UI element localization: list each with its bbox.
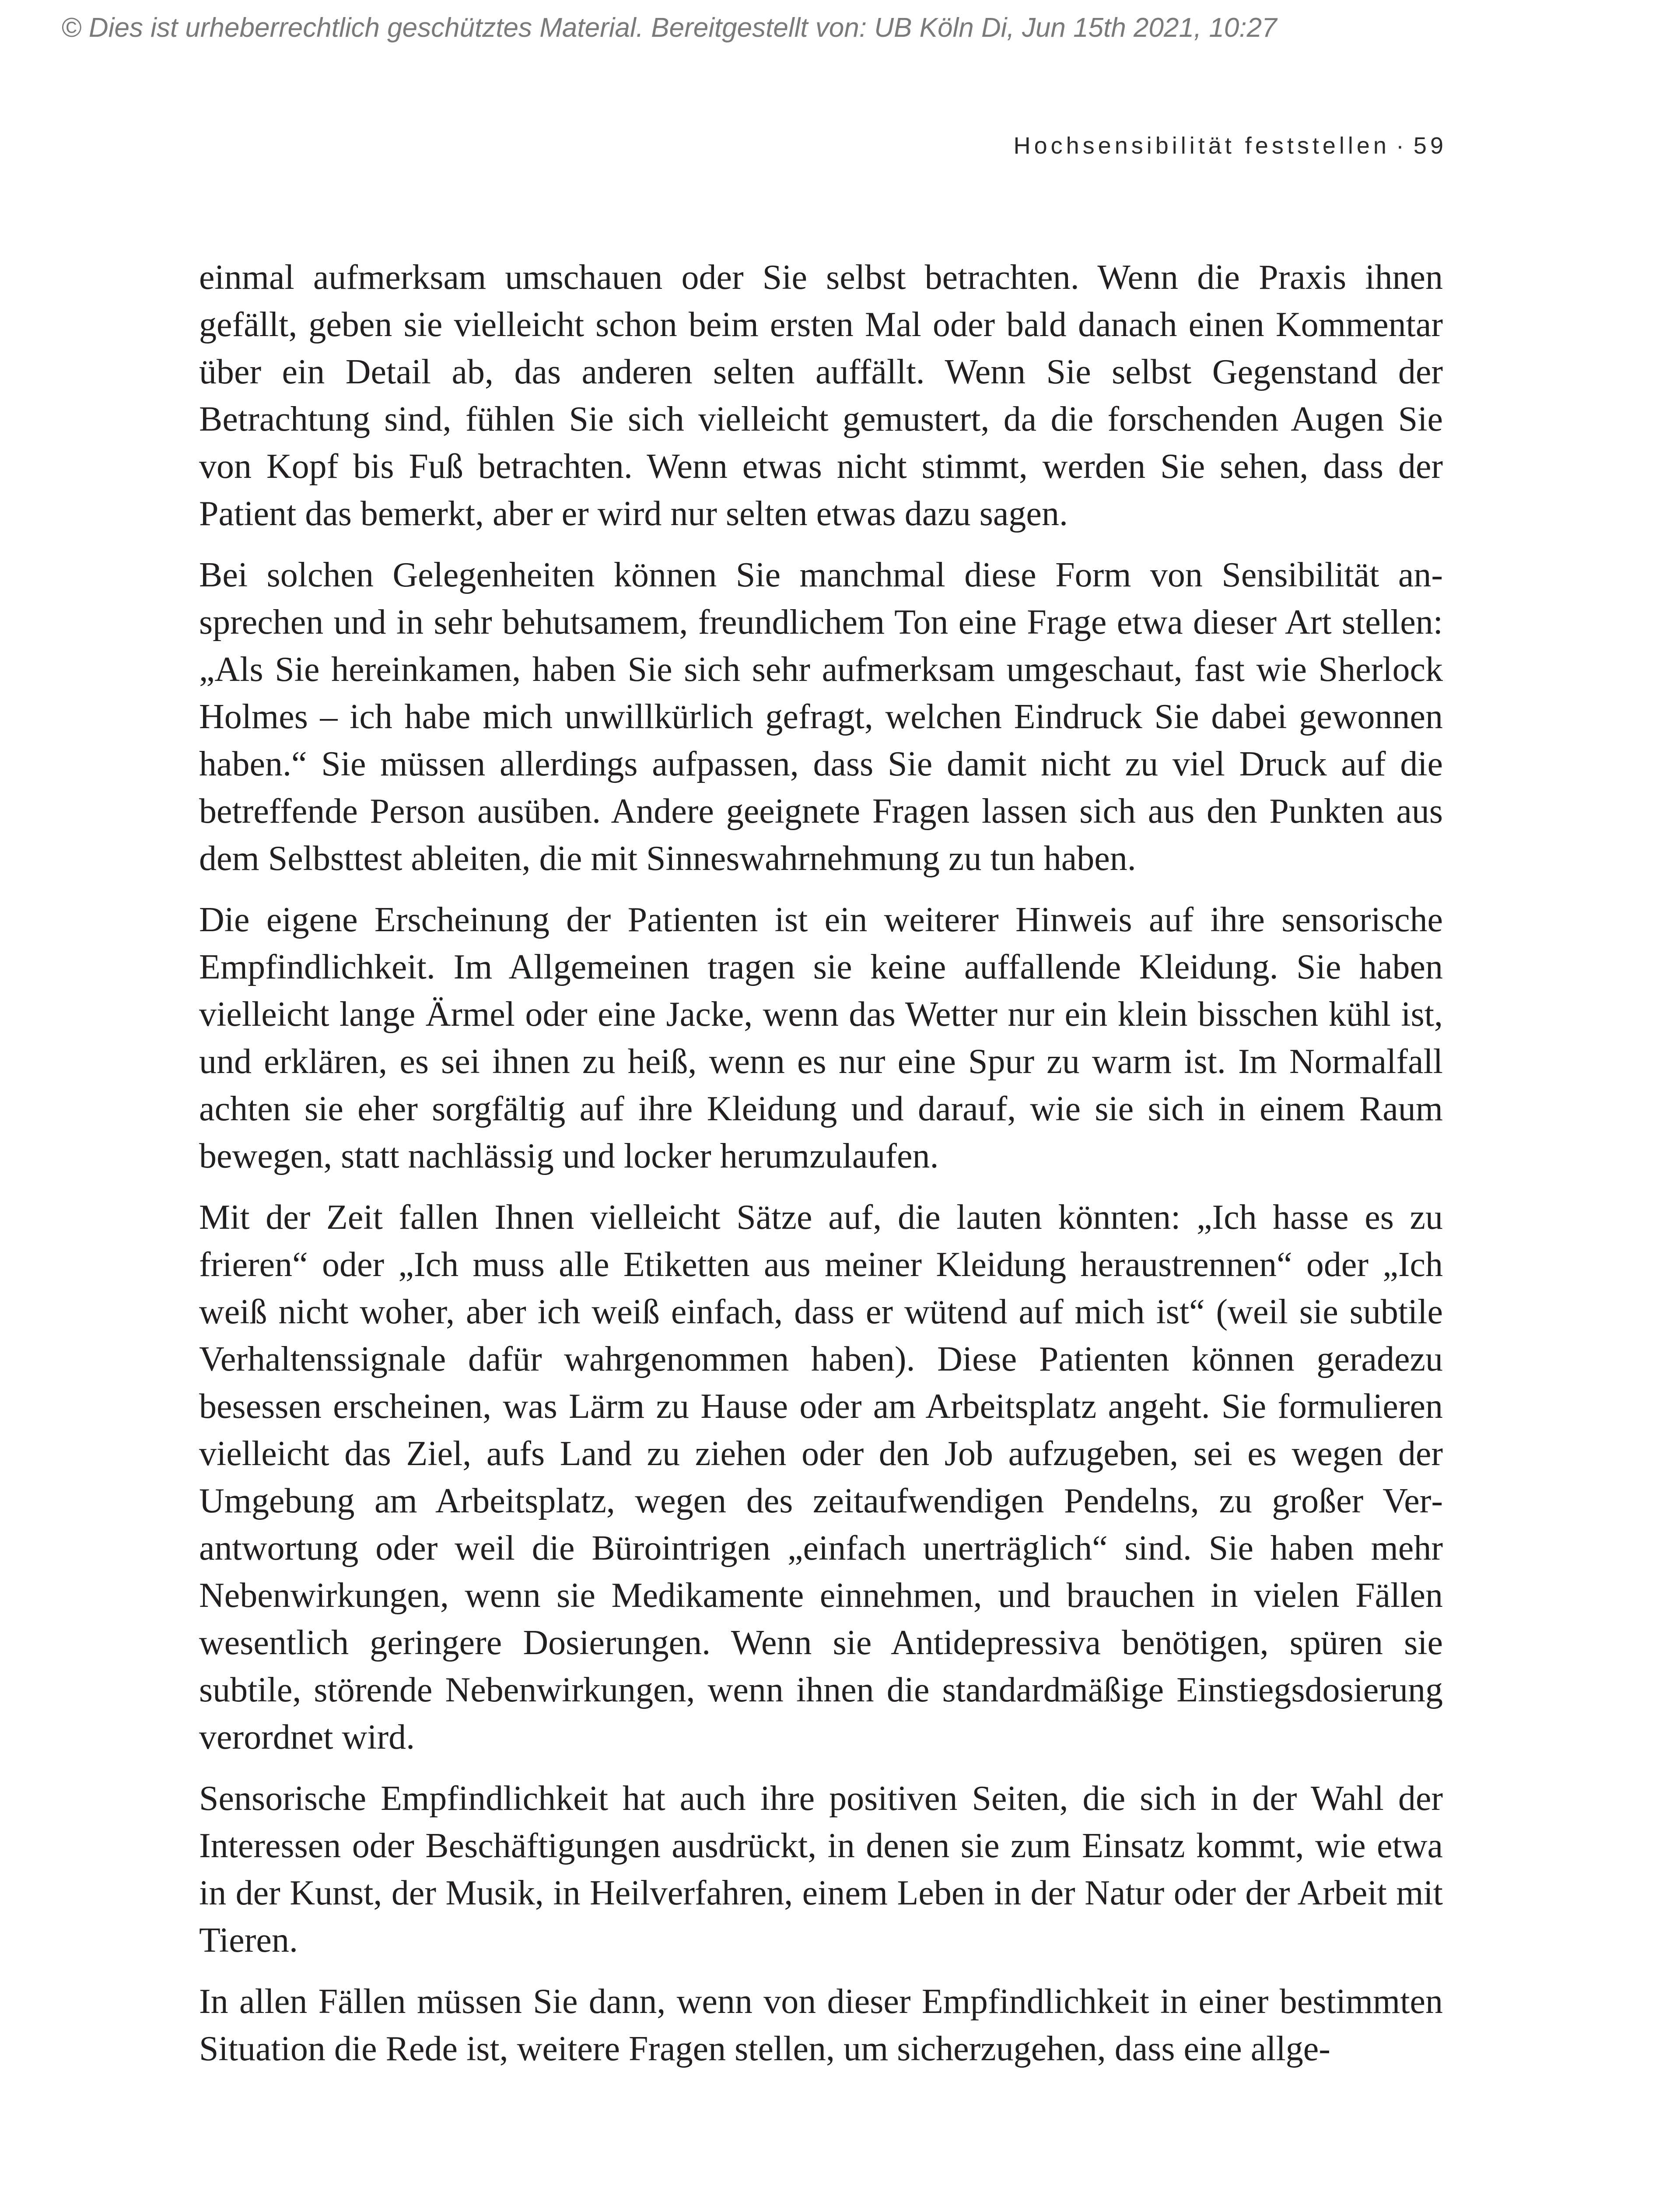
paragraph: Mit der Zeit fallen Ihnen vielleicht Sätze auf, die lauten könnten: „Ich hasse es zu frieren“ oder „Ich muss alle Etiketten aus meiner Kleidung heraustrennen“ oder „Ich weiß nicht woher, aber ich weiß einfach, dass er wütend auf mich ist“ (weil sie subtile Verhaltenssignale dafür wahrgenommen haben). Diese Patienten können geradezu besessen erscheinen, was Lärm zu Hause oder am Arbeitsplatz angeht. Sie formulieren vielleicht das Ziel, aufs Land zu ziehen oder den Job aufzugeben, sei es wegen der Umgebung am Arbeitsplatz, wegen des zeitaufwendigen Pendelns, zu großer Verantwortung oder weil die Bürointrigen „einfach unerträglich“ sind. Sie haben mehr Nebenwirkungen, wenn sie Medikamente einnehmen, und brauchen in vielen Fällen wesentlich geringere Dosierungen. Wenn sie Antidepressiva benötigen, spüren sie subtile, störende Nebenwirkungen, wenn ihnen die standardmäßige Einstiegsdosierung verordnet wird. xyxy=(199,1198,1443,1757)
page-number: 59 xyxy=(1413,133,1447,159)
paragraph: einmal aufmerksam umschauen oder Sie selbst betrachten. Wenn die Praxis ihnen gefällt, geben sie vielleicht schon beim ersten Mal oder bald danach einen Kommentar über ein Detail ab, das anderen selten auffällt. Wenn Sie selbst Gegenstand der Betrachtung sind, fühlen Sie sich vielleicht gemustert, da die forschenden Augen Sie von Kopf bis Fuß betrachten. Wenn etwas nicht stimmt, werden Sie sehen, dass der Patient das bemerkt, aber er wird nur selten etwas dazu sagen. xyxy=(199,258,1443,533)
copyright-watermark: © Dies ist urheberrechtlich geschütztes Material. Bereitgestellt von: UB Köln Di, Jun 15th 2021, 10:27 xyxy=(61,13,1277,43)
paragraph: Die eigene Erscheinung der Patienten ist ein weiterer Hinweis auf ihre sensorische Empfindlichkeit. Im Allgemeinen tragen sie keine auffallende Kleidung. Sie haben vielleicht lange Ärmel oder eine Jacke, wenn das Wetter nur ein klein bisschen kühl ist, und erklären, es sei ihnen zu heiß, wenn es nur eine Spur zu warm ist. Im Normalfall achten sie eher sorgfältig auf ihre Kleidung und darauf, wie sie sich in einem Raum bewegen, statt nachlässig und locker herumzulaufen. xyxy=(199,901,1443,1175)
paragraph: Bei solchen Gelegenheiten können Sie manchmal diese Form von Sensibilität ansprechen und in sehr behutsamem, freundlichem Ton eine Frage etwa dieser Art stellen: „Als Sie hereinkamen, haben Sie sich sehr aufmerksam umgeschaut, fast wie Sherlock Holmes – ich habe mich unwillkürlich gefragt, welchen Eindruck Sie dabei gewonnen haben.“ Sie müssen allerdings aufpassen, dass Sie damit nicht zu viel Druck auf die betreffende Person ausüben. Andere geeignete Fragen lassen sich aus den Punkten aus dem Selbsttest ableiten, die mit Sinneswahrnehmung zu tun haben. xyxy=(199,556,1443,878)
body-text xyxy=(199,254,1443,2086)
running-head xyxy=(1014,132,1447,159)
paragraph: Sensorische Empfindlichkeit hat auch ihre positiven Seiten, die sich in der Wahl der Interessen oder Beschäftigungen ausdrückt, in denen sie zum Einsatz kommt, wie etwa in der Kunst, der Musik, in Heilverfahren, einem Leben in der Natur oder der Arbeit mit Tieren. xyxy=(199,1779,1443,1960)
running-head-separator: · xyxy=(1396,133,1407,159)
chapter-title: Hochsensibilität feststellen xyxy=(1013,133,1390,159)
paragraph: In allen Fällen müssen Sie dann, wenn von dieser Empfindlichkeit in einer bestimmten Situation die Rede ist, weitere Fragen stellen, um sicherzugehen, dass eine allge- xyxy=(199,1982,1443,2068)
